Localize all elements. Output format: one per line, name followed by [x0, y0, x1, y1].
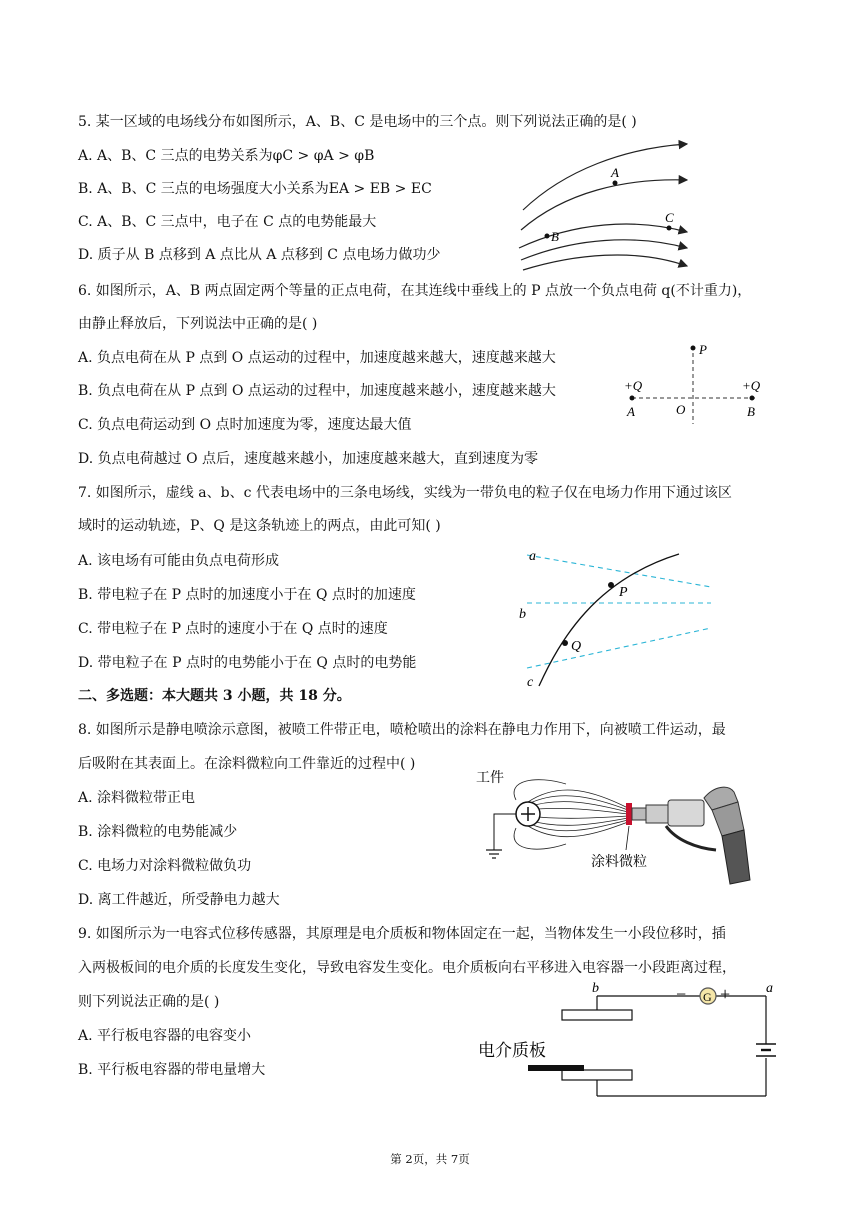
q6-label-a: A	[627, 404, 635, 419]
q7-label-b: b	[519, 607, 526, 622]
q6-option-c: C. 负点电荷运动到 O 点时加速度为零，速度达最大值	[78, 417, 412, 433]
q7-label-q: Q	[571, 639, 582, 654]
q5-label-c: C	[665, 210, 674, 225]
q7-label-p: P	[619, 585, 628, 600]
page-footer: 第 2页，共 7页	[390, 1152, 470, 1166]
q6-stem-line2: 由静止释放后，下列说法中正确的是( )	[78, 316, 318, 332]
q6-option-a: A. 负点电荷在从 P 点到 O 点运动的过程中，加速度越来越大，速度越来越大	[78, 350, 556, 366]
q8-option-d: D. 离工件越近，所受静电力越大	[78, 892, 280, 908]
q6-label-p: P	[699, 342, 707, 357]
q8-stem-line2: 后吸附在其表面上。在涂料微粒向工件靠近的过程中( )	[78, 756, 416, 772]
q9-option-b: B. 平行板电容器的带电量增大	[78, 1062, 266, 1078]
q9-option-a: A. 平行板电容器的电容变小	[78, 1028, 252, 1044]
q9-label-plus: +	[720, 984, 731, 1004]
q9-label-g: G	[703, 990, 712, 1004]
dielectric-slab	[528, 1065, 584, 1071]
q9-label-minus: −	[676, 984, 687, 1004]
q5-field-lines-figure	[505, 130, 695, 275]
q8-label-particles: 涂料微粒	[591, 854, 647, 870]
q7-point-q-dot	[562, 640, 568, 646]
q9-capacitor-circuit-figure	[476, 978, 786, 1100]
section-heading-multi-choice: 二、多选题：本大题共 3 小题，共 18 分。	[78, 688, 351, 704]
q6-label-qb: +Q	[742, 378, 761, 393]
q5-option-b: B. A、B、C 三点的电场强度大小关系为EA > EB > EC	[78, 181, 432, 197]
q9-stem-line2: 入两极板间的电介质的长度发生变化，导致电容发生变化。电介质板向右平移进入电容器一小段距离过程，	[78, 960, 736, 976]
q7-stem-line1: 7. 如图所示，虚线 a、b、c 代表电场中的三条电场线，实线为一带负电的粒子仅在电场力作用下通过该区	[78, 485, 732, 501]
q5-point-b-dot	[545, 234, 550, 239]
q6-point-p-dot	[691, 346, 696, 351]
spray-gun-icon	[632, 787, 750, 884]
q6-option-b: B. 负点电荷在从 P 点到 O 点运动的过程中，加速度越来越小，速度越来越大	[78, 383, 556, 399]
q9-stem-line1: 9. 如图所示为一电容式位移传感器，其原理是电介质板和物体固定在一起，当物体发生一小段位移时，插	[78, 926, 726, 942]
q7-trajectory-figure	[515, 540, 715, 688]
q7-point-p-dot	[608, 582, 614, 588]
q6-label-o: O	[676, 402, 686, 417]
q7-label-a: a	[529, 549, 536, 564]
q5-point-a-dot	[613, 181, 618, 186]
q7-option-a: A. 该电场有可能由负点电荷形成	[78, 553, 280, 569]
q6-label-b: B	[747, 404, 755, 419]
q6-charge-b-dot	[750, 396, 755, 401]
q9-label-a: a	[766, 981, 773, 996]
q6-charge-a-dot	[630, 396, 635, 401]
q8-spray-gun-figure	[476, 770, 776, 890]
q8-option-a: A. 涂料微粒带正电	[78, 790, 196, 806]
q8-option-b: B. 涂料微粒的电势能减少	[78, 824, 238, 840]
spray-particles	[626, 803, 632, 825]
q5-option-a: A. A、B、C 三点的电势关系为φC > φA > φB	[78, 148, 375, 164]
capacitor-top-plate	[562, 1010, 632, 1020]
q5-option-c: C. A、B、C 三点中，电子在 C 点的电势能最大	[78, 214, 377, 230]
q5-point-c-dot	[667, 226, 672, 231]
q5-label-b: B	[551, 229, 559, 244]
q7-stem-line2: 域时的运动轨迹，P、Q 是这条轨迹上的两点，由此可知( )	[78, 518, 441, 534]
capacitor-bottom-plate	[562, 1070, 632, 1080]
q9-stem-line3: 则下列说法正确的是( )	[78, 994, 220, 1010]
q9-label-b: b	[592, 981, 599, 996]
q5-label-a: A	[611, 165, 619, 180]
q7-option-d: D. 带电粒子在 P 点时的电势能小于在 Q 点时的电势能	[78, 655, 417, 671]
q8-label-workpiece: 工件	[476, 770, 504, 786]
q6-label-qa: +Q	[624, 378, 643, 393]
q7-label-c: c	[527, 675, 534, 690]
q7-option-c: C. 带电粒子在 P 点时的速度小于在 Q 点时的速度	[78, 621, 388, 637]
q7-option-b: B. 带电粒子在 P 点时的加速度小于在 Q 点时的加速度	[78, 587, 416, 603]
q5-stem: 5. 某一区域的电场线分布如图所示，A、B、C 是电场中的三个点。则下列说法正确的是( )	[78, 114, 637, 130]
q5-option-d: D. 质子从 B 点移到 A 点比从 A 点移到 C 点电场力做功少	[78, 247, 441, 263]
q8-stem-line1: 8. 如图所示是静电喷涂示意图，被喷工件带正电，喷枪喷出的涂料在静电力作用下，向被喷工件运动，最	[78, 722, 726, 738]
q6-charges-figure	[620, 338, 780, 428]
q6-option-d: D. 负点电荷越过 O 点后，速度越来越小，加速度越来越大，直到速度为零	[78, 451, 539, 467]
q9-label-dielectric: 电介质板	[478, 1041, 546, 1061]
q6-stem-line1: 6. 如图所示，A、B 两点固定两个等量的正点电荷，在其连线中垂线上的 P 点放一个负点电荷 q(不计重力)，	[78, 283, 752, 299]
q8-option-c: C. 电场力对涂料微粒做负功	[78, 858, 252, 874]
